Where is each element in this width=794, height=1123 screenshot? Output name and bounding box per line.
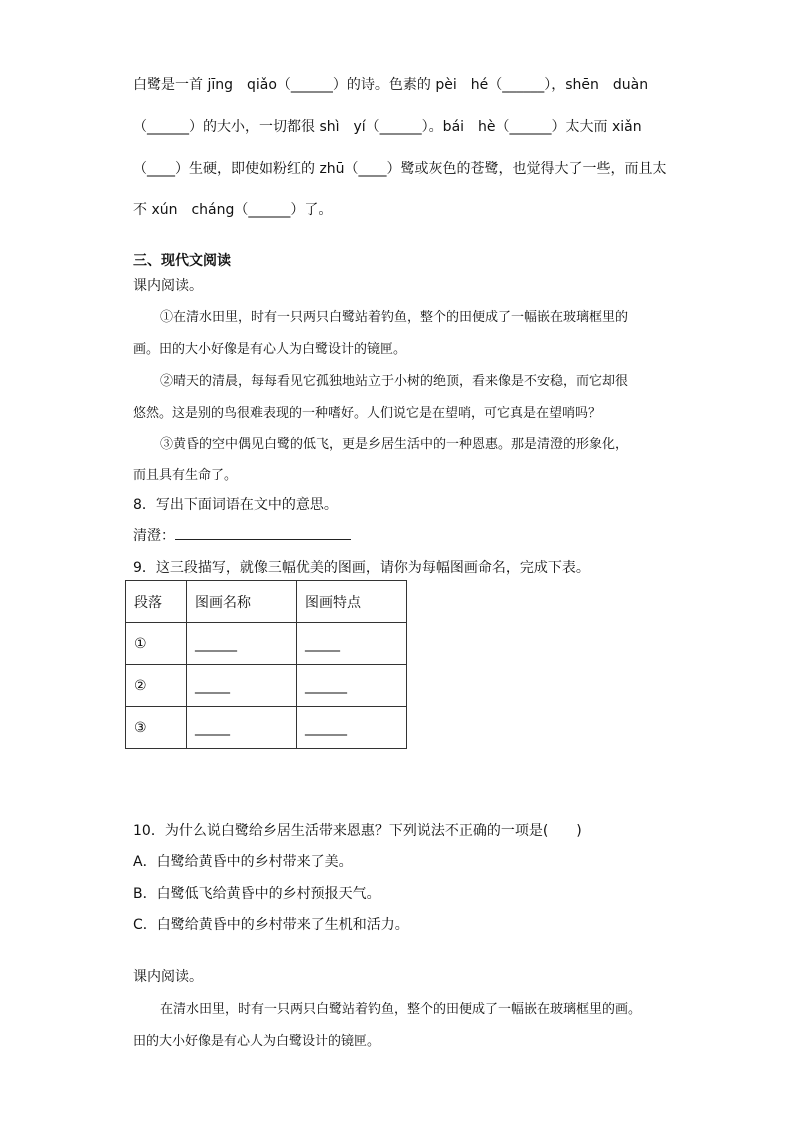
- table-header-cell: 图画特点: [297, 581, 407, 623]
- option-c[interactable]: C．白鹭给黄昏中的乡村带来了生机和活力。: [133, 917, 409, 933]
- question-9: 9．这三段描写，就像三幅优美的图画，请你为每幅图画命名，完成下表。: [133, 560, 590, 576]
- option-a[interactable]: A．白鹭给黄昏中的乡村带来了美。: [133, 854, 353, 870]
- passage-para-3-line-1: ③黄昏的空中偶见白鹭的低飞，更是乡居生活中的一种恩惠。那是清澄的形象化，: [160, 437, 629, 452]
- table-cell-blank[interactable]: ______: [297, 665, 407, 707]
- table-cell-paragraph: ②: [126, 665, 187, 707]
- section-heading: 三、现代文阅读: [133, 253, 231, 269]
- table-row: [126, 623, 407, 665]
- passage-para-1-line-2: 画。田的大小好像是有心人为白鹭设计的镜匣。: [133, 342, 407, 357]
- table-header-row: [126, 581, 407, 623]
- question-8: 8．写出下面词语在文中的意思。: [133, 497, 338, 513]
- table-header-cell: 图画名称: [187, 581, 297, 623]
- table-row: [126, 707, 407, 749]
- table-cell-blank[interactable]: ______: [297, 707, 407, 749]
- table-header-cell: 段落: [126, 581, 187, 623]
- passage-2-line-1: 在清水田里，时有一只两只白鹭站着钓鱼，整个的田便成了一幅嵌在玻璃框里的画。: [160, 1002, 642, 1017]
- table-cell-blank[interactable]: _____: [187, 707, 297, 749]
- q8-word-label: 清澄：: [133, 528, 175, 544]
- passage-2-line-2: 田的大小好像是有心人为白鹭设计的镜匣。: [133, 1034, 381, 1049]
- answer-table: [125, 580, 407, 749]
- q8-answer-row: [133, 525, 351, 545]
- table-cell-blank[interactable]: _____: [297, 623, 407, 665]
- table-cell-blank[interactable]: _____: [187, 665, 297, 707]
- option-b[interactable]: B．白鹭低飞给黄昏中的乡村预报天气。: [133, 886, 381, 902]
- passage-para-2-line-2: 悠然。这是别的鸟很难表现的一种嗜好。人们说它是在望哨，可它真是在望哨吗？: [133, 406, 602, 421]
- table-row: [126, 665, 407, 707]
- reading-intro: 课内阅读。: [133, 278, 203, 294]
- fill-in-line-1: 白鹭是一首 jīng qiǎo（______）的诗。色素的 pèi hé（______），shēn duàn: [133, 77, 649, 93]
- table-cell-blank[interactable]: ______: [187, 623, 297, 665]
- passage-para-1-line-1: ①在清水田里，时有一只两只白鹭站着钓鱼，整个的田便成了一幅嵌在玻璃框里的: [160, 310, 629, 325]
- reading-intro-2: 课内阅读。: [133, 969, 203, 985]
- table-cell-paragraph: ③: [126, 707, 187, 749]
- table-cell-paragraph: ①: [126, 623, 187, 665]
- fill-in-line-4: 不 xún cháng（______）了。: [133, 202, 333, 218]
- fill-in-line-3: （____）生硬，即使如粉红的 zhū（____）鹭或灰色的苍鹭，也觉得大了一些，而且太: [133, 161, 667, 177]
- question-10: 10．为什么说白鹭给乡居生活带来恩惠？下列说法不正确的一项是( ): [133, 823, 582, 839]
- fill-in-line-2: （______）的大小，一切都很 shì yí（______）。bái hè（______）太大而 xiǎn: [133, 119, 642, 135]
- passage-para-2-line-1: ②晴天的清晨，每每看见它孤独地站立于小树的绝顶，看来像是不安稳，而它却很: [160, 374, 629, 389]
- q8-answer-blank[interactable]: [175, 525, 351, 540]
- passage-para-3-line-2: 而且具有生命了。: [133, 468, 238, 483]
